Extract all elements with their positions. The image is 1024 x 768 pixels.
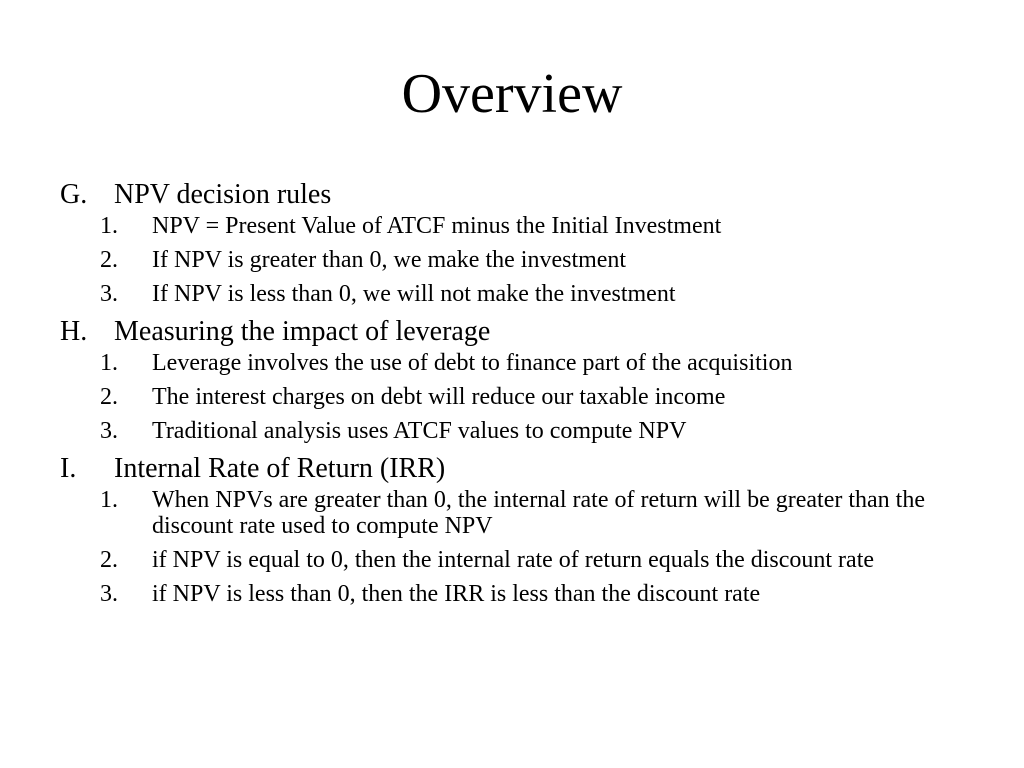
- section-heading: [60, 315, 980, 349]
- item-text: When NPVs are greater than 0, the internal rate of return will be greater than the discount rate used to compute NPV: [152, 487, 926, 539]
- item-number: 3.: [100, 581, 118, 607]
- list-item: [60, 350, 980, 376]
- item-text: if NPV is equal to 0, then the internal rate of return equals the discount rate: [152, 547, 875, 573]
- item-text: The interest charges on debt will reduce our taxable income: [152, 384, 726, 410]
- section-heading: [60, 452, 980, 486]
- item-number: 1.: [100, 213, 118, 239]
- item-number: 1.: [100, 487, 118, 513]
- item-text: If NPV is greater than 0, we make the investment: [152, 247, 627, 273]
- section-items: [60, 350, 980, 444]
- section-heading: [60, 178, 980, 212]
- section-letter: G.: [60, 179, 88, 210]
- list-item: [60, 547, 980, 573]
- section-title: NPV decision rules: [114, 179, 332, 210]
- item-number: 3.: [100, 281, 118, 307]
- section-letter: H.: [60, 316, 88, 347]
- item-number: 3.: [100, 418, 118, 444]
- item-number: 2.: [100, 547, 118, 573]
- slide-content: [60, 178, 980, 615]
- list-item: [60, 581, 980, 607]
- section-items: [60, 213, 980, 307]
- item-text: Leverage involves the use of debt to finance part of the acquisition: [152, 350, 793, 376]
- list-item: [60, 281, 980, 307]
- item-number: 1.: [100, 350, 118, 376]
- item-text: If NPV is less than 0, we will not make the investment: [152, 281, 676, 307]
- section-npv-decision-rules: [60, 178, 980, 307]
- list-item: [60, 213, 980, 239]
- list-item: [60, 487, 980, 539]
- list-item: [60, 384, 980, 410]
- item-text: if NPV is less than 0, then the IRR is less than the discount rate: [152, 581, 761, 607]
- section-items: [60, 487, 980, 607]
- item-text: Traditional analysis uses ATCF values to compute NPV: [152, 418, 687, 444]
- section-irr: [60, 452, 980, 607]
- section-leverage: [60, 315, 980, 444]
- section-title: Internal Rate of Return (IRR): [114, 453, 446, 484]
- list-item: [60, 247, 980, 273]
- item-text: NPV = Present Value of ATCF minus the Initial Investment: [152, 213, 722, 239]
- item-number: 2.: [100, 384, 118, 410]
- item-number: 2.: [100, 247, 118, 273]
- list-item: [60, 418, 980, 444]
- section-letter: I.: [60, 453, 77, 484]
- section-title: Measuring the impact of leverage: [114, 316, 491, 347]
- slide-title: Overview: [401, 63, 623, 125]
